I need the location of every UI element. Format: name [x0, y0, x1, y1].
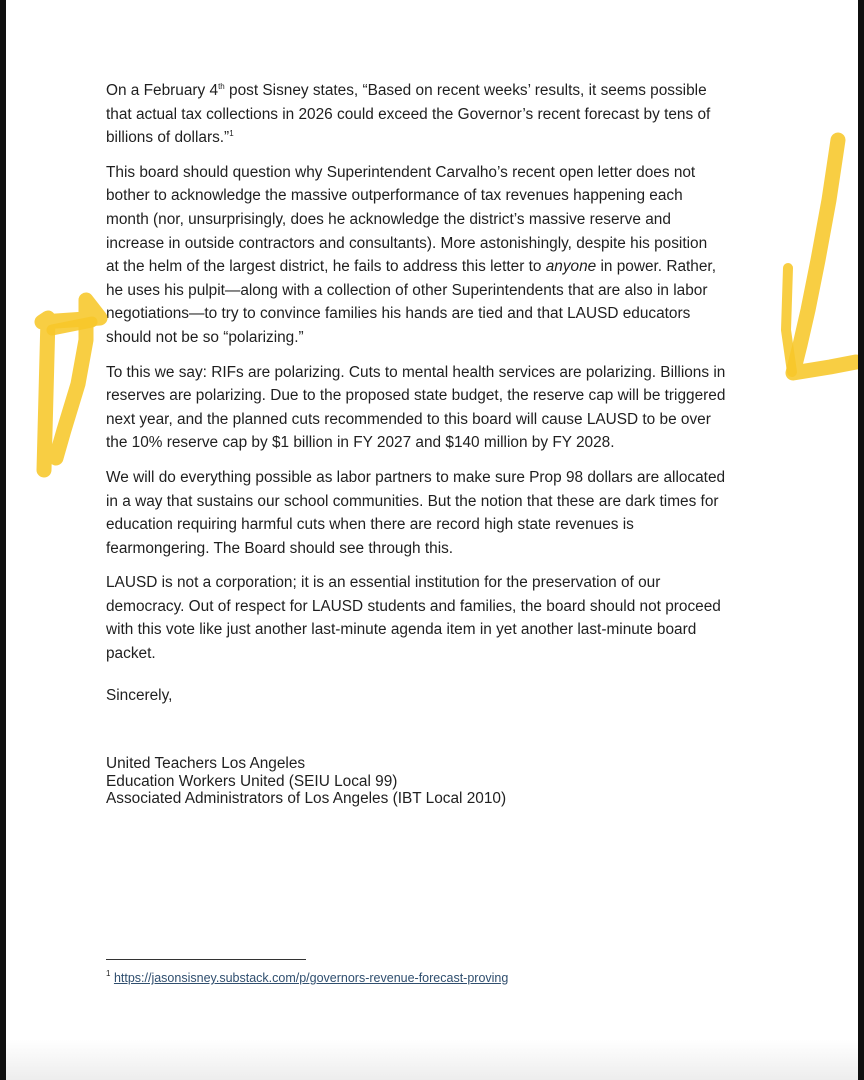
- text-line: fearmongering. The Board should see through this.: [106, 539, 454, 557]
- text-line: the 10% reserve cap by $1 billion in FY 2027 and $140 million by FY 2028.: [106, 434, 615, 452]
- paragraph: [106, 466, 758, 560]
- left-highlighter-stroke: [42, 300, 100, 470]
- text-line: On a February 4th post Sisney states, “Based on recent weeks’ results, it seems possible: [106, 82, 707, 99]
- signatory: United Teachers Los Angeles: [106, 755, 306, 772]
- text-line: LAUSD is not a corporation; it is an essential institution for the preservation of our: [106, 574, 661, 592]
- text-line: This board should question why Superintendent Carvalho’s recent open letter does not: [106, 163, 696, 181]
- ordinal-superscript: th: [218, 82, 225, 91]
- text-line: bother to acknowledge the massive outperformance of tax revenues happening each: [106, 187, 683, 205]
- text-line: with this vote like just another last-minute agenda item in yet another last-minute board: [106, 621, 697, 639]
- text-line: in a way that sustains our school communities. But the notion that these are dark times for: [106, 492, 719, 510]
- letter-page: [6, 0, 858, 1080]
- text-line: at the helm of the largest district, he fails to address this letter to anyone in power. Rather,: [106, 258, 716, 276]
- closing-salutation: Sincerely,: [106, 687, 173, 704]
- text-line: reserves are polarizing. Due to the proposed state budget, the reserve cap will be triggered: [106, 387, 726, 405]
- right-highlighter-stroke: [793, 140, 856, 373]
- text-line: that actual tax collections in 2026 could exceed the Governor’s recent forecast by tens of: [106, 105, 711, 123]
- text-line: increase in outside contractors and consultants). More astonishingly, despite his position: [106, 234, 708, 252]
- text-line: billions of dollars.”$^1$: [106, 129, 234, 147]
- paragraph: [106, 161, 758, 350]
- footnote-divider: [106, 959, 306, 960]
- text-line: We will do everything possible as labor partners to make sure Prop 98 dollars are allocated: [106, 468, 726, 486]
- text-line: month (nor, unsurprisingly, does he acknowledge the district’s massive reserve and: [106, 210, 671, 228]
- paragraph: [106, 79, 758, 150]
- footnote-marker: 1: [106, 969, 111, 978]
- text-line: To this we say: RIFs are polarizing. Cuts to mental health services are polarizing. Billions in: [106, 363, 726, 381]
- text-line: democracy. Out of respect for LAUSD students and families, the board should not proceed: [106, 597, 721, 615]
- footnote: [106, 970, 508, 986]
- emphasis: anyone: [545, 258, 597, 276]
- text-line: education requiring harmful cuts when there are record high state revenues is: [106, 516, 634, 534]
- text-line: should not be so “polarizing.”: [106, 328, 304, 346]
- signatory: Associated Administrators of Los Angeles (IBT Local 2010): [106, 790, 507, 807]
- text-line: packet.: [106, 645, 156, 663]
- text-line: next year, and the planned cuts recommended to this board will cause LAUSD to be over: [106, 410, 711, 428]
- page-shadow: [6, 1040, 858, 1080]
- letter-body: [106, 79, 758, 677]
- footnote-reference: 1: [229, 129, 234, 139]
- paragraph: [106, 571, 758, 665]
- text-line: he uses his pulpit—along with a collection of other Superintendents that are also in labor: [106, 281, 708, 299]
- right-highlighter-stroke-2: [786, 268, 792, 372]
- signatories: [106, 755, 506, 808]
- left-highlighter-stroke-2: [52, 322, 92, 330]
- footnote-link[interactable]: https://jasonsisney.substack.com/p/governors-revenue-forecast-proving: [113, 971, 509, 985]
- paragraph: [106, 361, 758, 455]
- signatory: Education Workers United (SEIU Local 99): [106, 772, 398, 790]
- text-line: negotiations—to try to convince families his hands are tied and that LAUSD educators: [106, 305, 691, 323]
